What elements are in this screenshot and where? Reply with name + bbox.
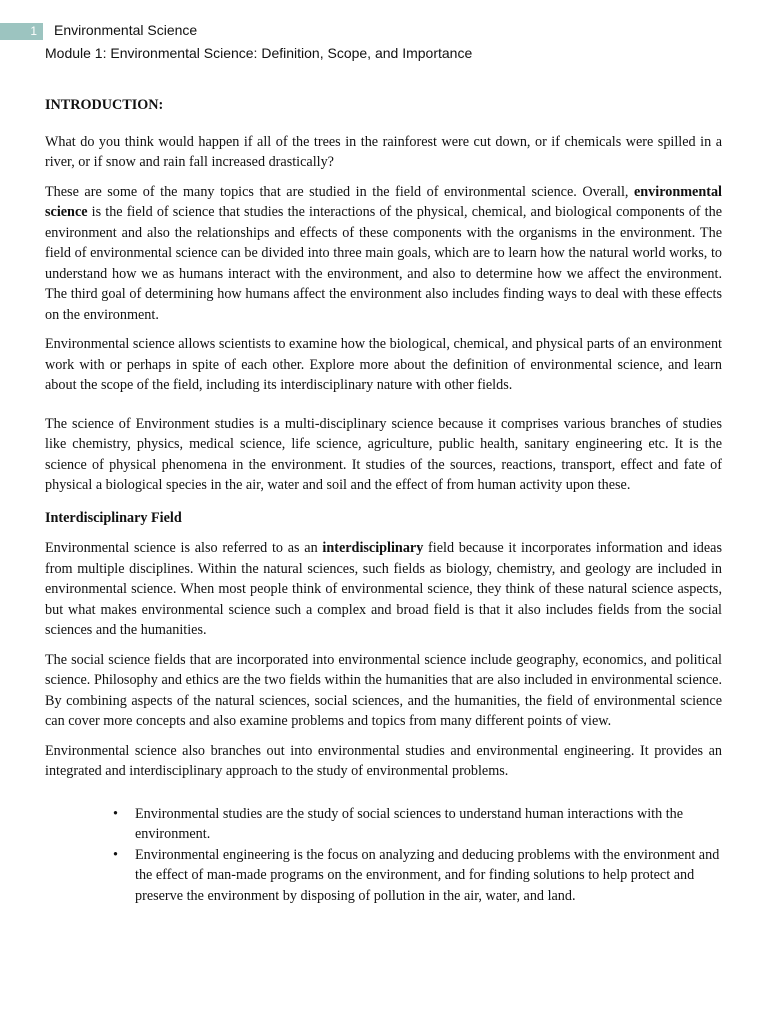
interdisciplinary-paragraph-2: The social science fields that are incorporated into environmental science include geography, economics, and political science. Philosophy and ethics are the two fields within the humanities that are also included in environmental science. By combining aspects of the natural sciences, social sciences, and the humanities, the field of environmental science can cover more concepts and also examine problems and topics from many different points of view. bbox=[45, 651, 722, 729]
interdisciplinary-p1-bold-term: interdisciplinary bbox=[322, 540, 424, 556]
interdisciplinary-p1-text-b: field because it incorporates information and ideas from multiple disciplines. Within the natural sciences, such fields as biology, chemistry, and geology are included in environmental science. When most people think of environmental science, they think of these natural science aspects, but what makes environmental science such a complex and broad field is that it also includes fields from the social sciences and the humanities. bbox=[45, 540, 722, 638]
module-title: Module 1: Environmental Science: Definition, Scope, and Importance bbox=[45, 45, 473, 61]
intro-p2-text-a: These are some of the many topics that are studied in the field of environmental science. Overall, bbox=[45, 183, 634, 200]
intro-paragraph-3: Environmental science allows scientists to examine how the biological, chemical, and physical parts of an environment work with or perhaps in spite of each other. Explore more about the definition of environmental science, and learn about the scope of the field, including its interdisciplinary nature with other fields. bbox=[45, 336, 722, 393]
intro-p2-bold-term: environmental science bbox=[45, 183, 722, 220]
bullet-text: Environmental studies are the study of social sciences to understand human interactions with the environment. bbox=[135, 805, 684, 842]
list-item bbox=[113, 804, 722, 845]
interdisciplinary-heading: Interdisciplinary Field bbox=[45, 509, 182, 526]
interdisciplinary-p1-text-a: Environmental science is also referred to as an bbox=[45, 540, 323, 556]
intro-paragraph-2 bbox=[45, 182, 722, 326]
interdisciplinary-paragraph-3: Environmental science also branches out into environmental studies and environmental engineering. It provides an integrated and interdisciplinary approach to the study of environmental problems. bbox=[45, 742, 722, 779]
page-number-tab: 1 bbox=[0, 23, 43, 40]
intro-paragraph-1: What do you think would happen if all of the trees in the rainforest were cut down, or if chemicals were spilled in a river, or if snow and rain fall increased drastically? bbox=[45, 133, 722, 170]
bullet-icon: • bbox=[113, 846, 118, 863]
document-body bbox=[45, 95, 722, 906]
interdisciplinary-paragraph-1 bbox=[45, 538, 722, 641]
intro-p2-text-b: is the field of science that studies the interactions of the physical, chemical, and biological components of the environment and also the relationships and effects of these components with the organisms in the environment. The field of environmental science can be divided into three main goals, which are to learn how the natural world works, to understand how we as humans interact with the environment, and also to determine how we affect the environment. The third goal of determining how humans affect the environment also includes finding ways to deal with these effects on the environment. bbox=[45, 204, 722, 323]
bullet-list bbox=[45, 804, 722, 907]
intro-paragraph-4: The science of Environment studies is a multi-disciplinary science because it comprises various branches of studies like chemistry, physics, medical science, life science, agriculture, public health, sanitary engineering etc. It is the science of physical phenomena in the environment. It studies of the sources, reactions, transport, effect and fate of physical a biological species in the air, water and soil and the effect of from human activity upon these. bbox=[45, 415, 722, 493]
list-item bbox=[113, 845, 722, 907]
introduction-heading: INTRODUCTION: bbox=[45, 97, 164, 113]
bullet-text: Environmental engineering is the focus on analyzing and deducing problems with the environment and the effect of man-made programs on the environment, and for finding solutions to help protect and preserve the environment by disposing of pollution in the air, water, and land. bbox=[135, 846, 720, 904]
header-title: Environmental Science bbox=[54, 22, 198, 38]
bullet-icon: • bbox=[113, 805, 118, 822]
